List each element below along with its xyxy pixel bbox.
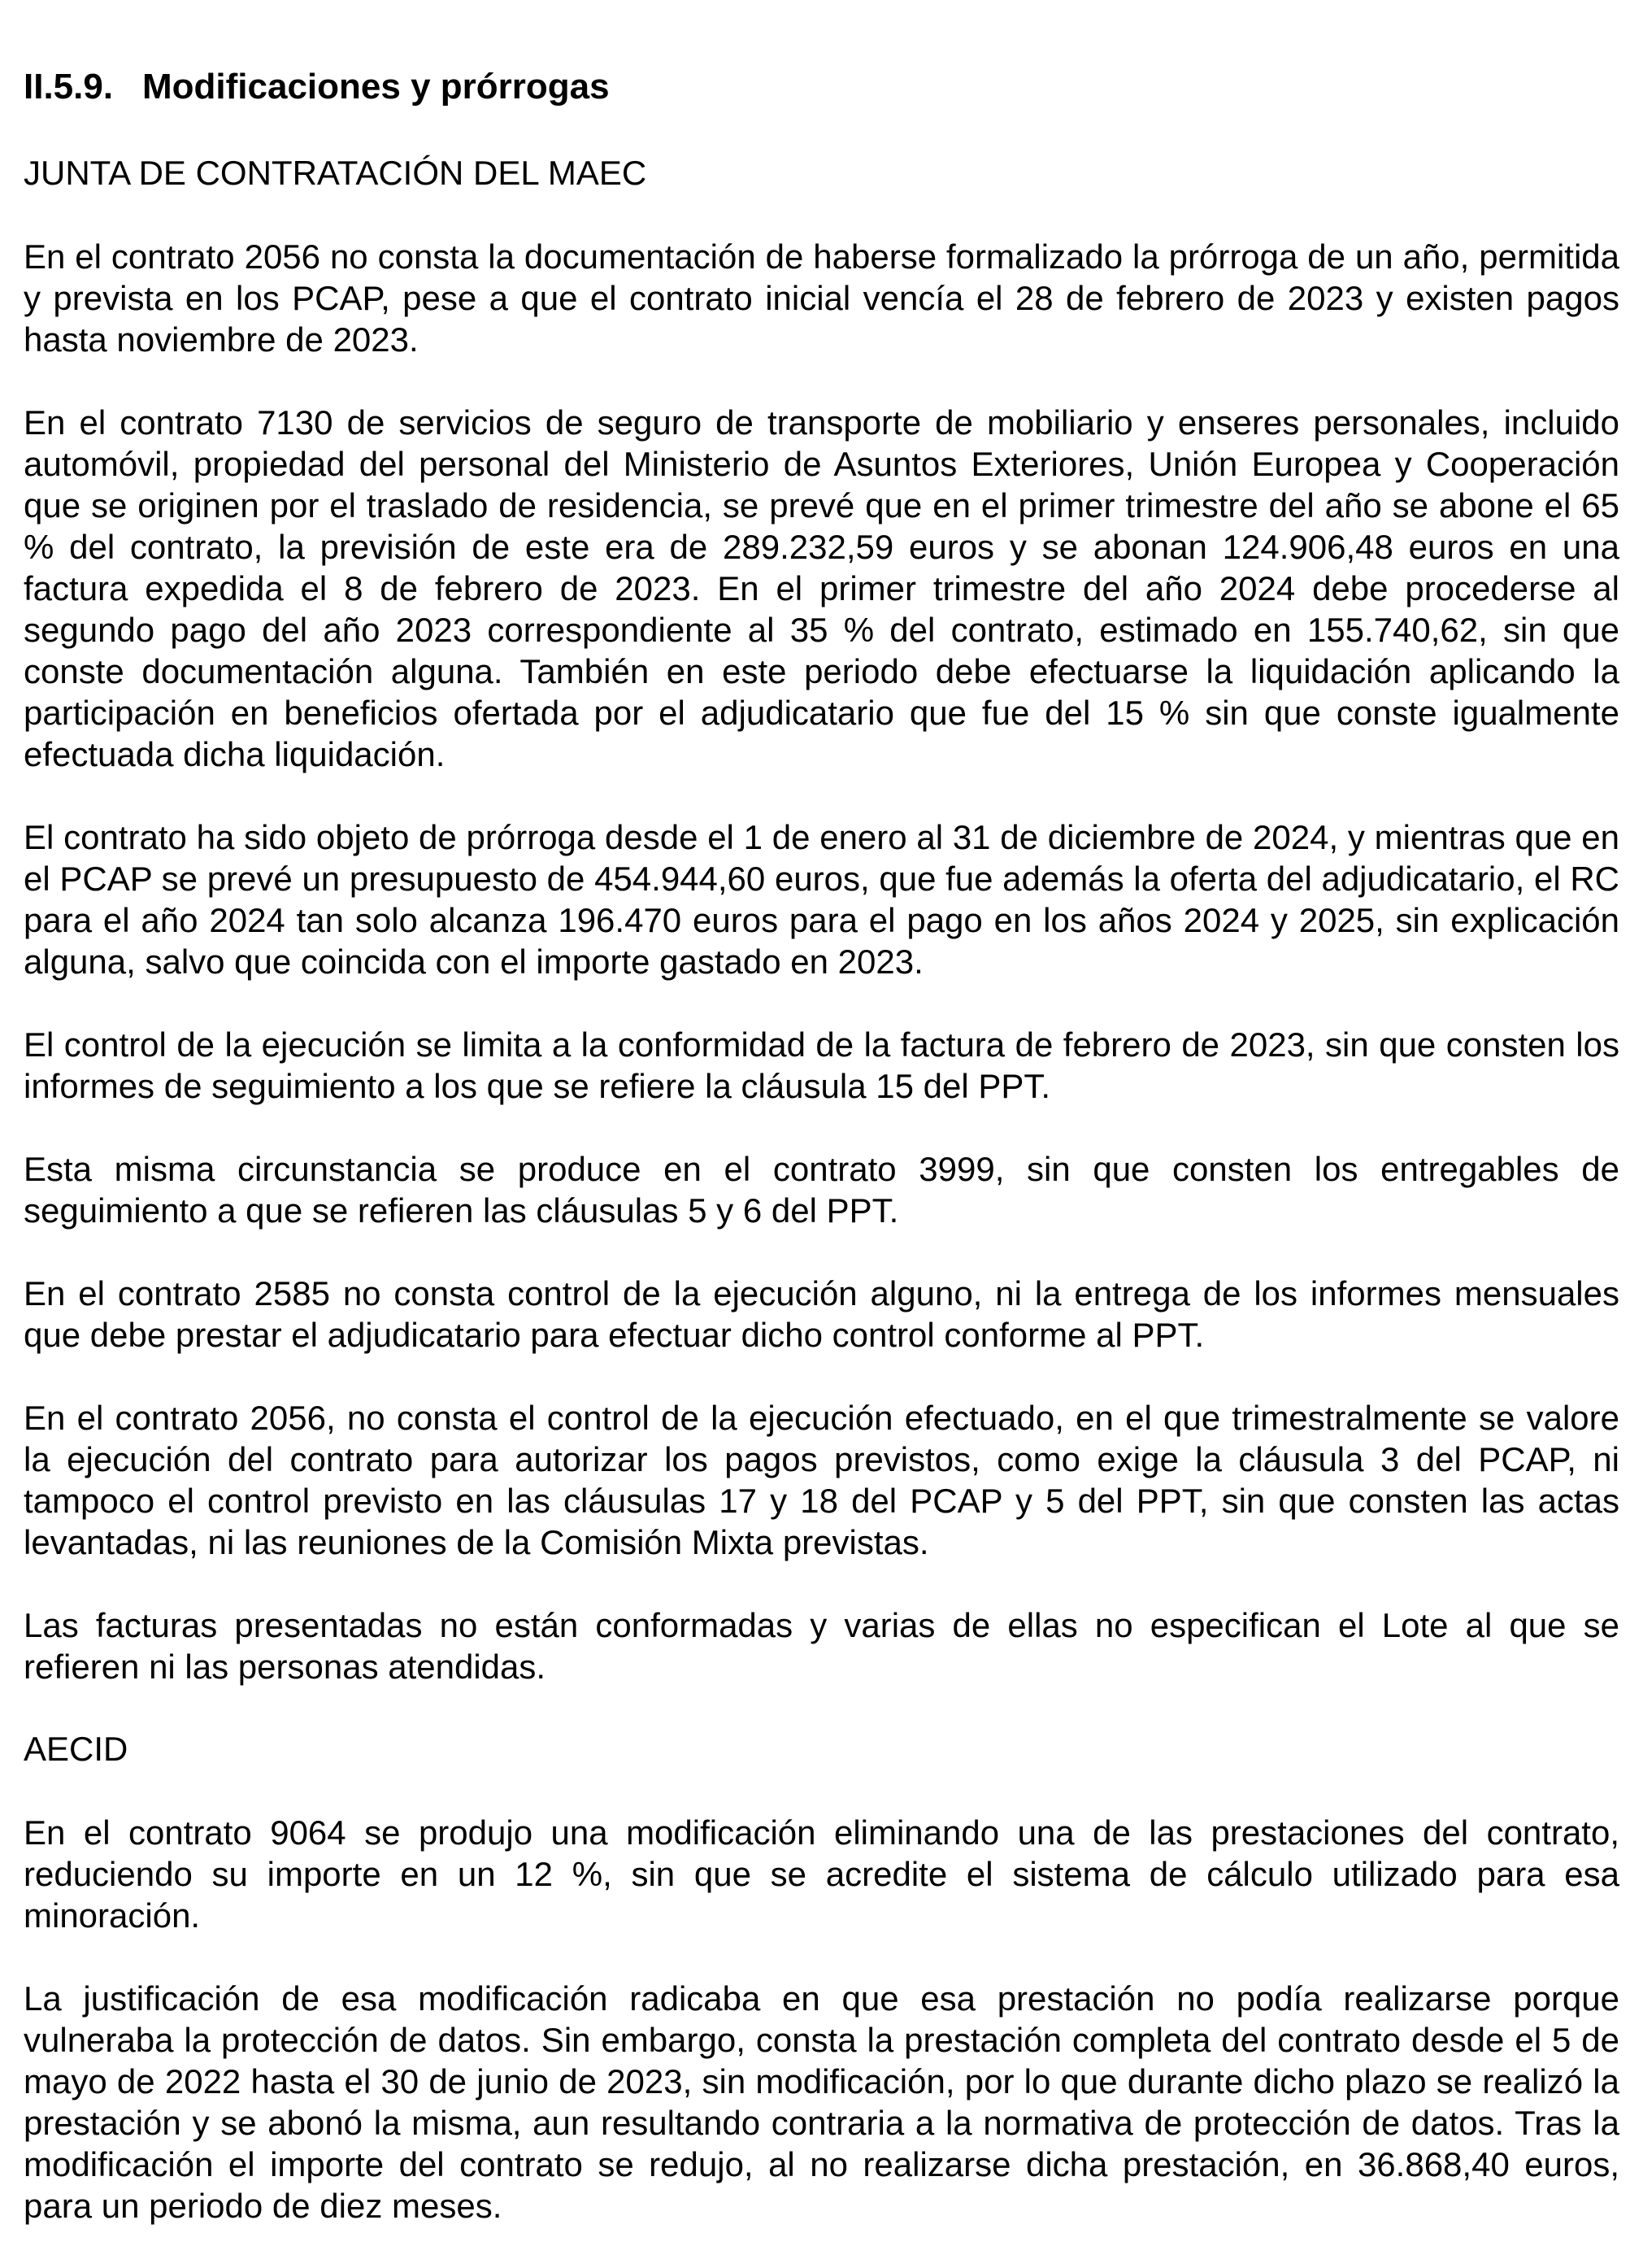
paragraph: En el contrato 2056, no consta el control de la ejecución efectuado, en el que trimestralmente se valore la ejecución del contrato para autorizar los pagos previstos, como exige la cláusula 3 del PCAP, ni tampoco el control previsto en las cláusulas 17 y 18 del PCAP y 5 del PPT, sin que consten las actas levantadas, ni las reuniones de la Comisión Mixta previstas. [24,1399,1619,1561]
section-heading [24,67,1619,107]
section-label-aecid: AECID [24,1730,128,1768]
section-label-junta: JUNTA DE CONTRATACIÓN DEL MAEC [24,154,647,192]
section-number: II.5.9. [24,67,114,107]
paragraph: En el contrato 2585 no consta control de la ejecución alguno, ni la entrega de los informes mensuales que debe prestar el adjudicatario para efectuar dicho control conforme al PPT. [24,1274,1619,1354]
paragraph: La justificación de esa modificación radicaba en que esa prestación no podía realizarse porque vulneraba la protección de datos. Sin embargo, consta la prestación completa del contrato desde el 5 de mayo de 2022 hasta el 30 de junio de 2023, sin modificación, por lo que durante dicho plazo se realizó la prestación y se abonó la misma, aun resultando contraria a la normativa de protección de datos. Tras la modificación el importe del contrato se redujo, al no realizarse dicha prestación, en 36.868,40 euros, para un periodo de diez meses. [24,1979,1619,2225]
paragraph: En el contrato 7130 de servicios de seguro de transporte de mobiliario y enseres personales, incluido automóvil, propiedad del personal del Ministerio de Asuntos Exteriores, Unión Europea y Cooperación que se originen por el traslado de residencia, se prevé que en el primer trimestre del año se abone el 65 % del contrato, la previsión de este era de 289.232,59 euros y se abonan 124.906,48 euros en una factura expedida el 8 de febrero de 2023. En el primer trimestre del año 2024 debe procederse al segundo pago del año 2023 correspondiente al 35 % del contrato, estimado en 155.740,62, sin que conste documentación alguna. También en este periodo debe efectuarse la liquidación aplicando la participación en beneficios ofertada por el adjudicatario que fue del 15 % sin que conste igualmente efectuada dicha liquidación. [24,403,1619,773]
paragraph: En el contrato 2056 no consta la documentación de haberse formalizado la prórroga de un año, permitida y prevista en los PCAP, pese a que el contrato inicial vencía el 28 de febrero de 2023 y existen pagos hasta noviembre de 2023. [24,237,1619,359]
section-title: Modificaciones y prórrogas [142,67,610,107]
paragraph: En el contrato 9064 se produjo una modificación eliminando una de las prestaciones del contrato, reduciendo su importe en un 12 %, sin que se acredite el sistema de cálculo utilizado para esa minoración. [24,1813,1619,1935]
paragraph: El contrato ha sido objeto de prórroga desde el 1 de enero al 31 de diciembre de 2024, y mientras que en el PCAP se prevé un presupuesto de 454.944,60 euros, que fue además la oferta del adjudicatario, el RC para el año 2024 tan solo alcanza 196.470 euros para el pago en los años 2024 y 2025, sin explicación alguna, salvo que coincida con el importe gastado en 2023. [24,818,1619,981]
paragraph: El control de la ejecución se limita a la conformidad de la factura de febrero de 2023, sin que consten los informes de seguimiento a los que se refiere la cláusula 15 del PPT. [24,1025,1619,1105]
document-page [24,67,1619,2268]
paragraph: Las facturas presentadas no están conformadas y varias de ellas no especifican el Lote al que se refieren ni las personas atendidas. [24,1606,1619,1686]
paragraph: Esta misma circunstancia se produce en el contrato 3999, sin que consten los entregables de seguimiento a que se refieren las cláusulas 5 y 6 del PPT. [24,1150,1619,1230]
